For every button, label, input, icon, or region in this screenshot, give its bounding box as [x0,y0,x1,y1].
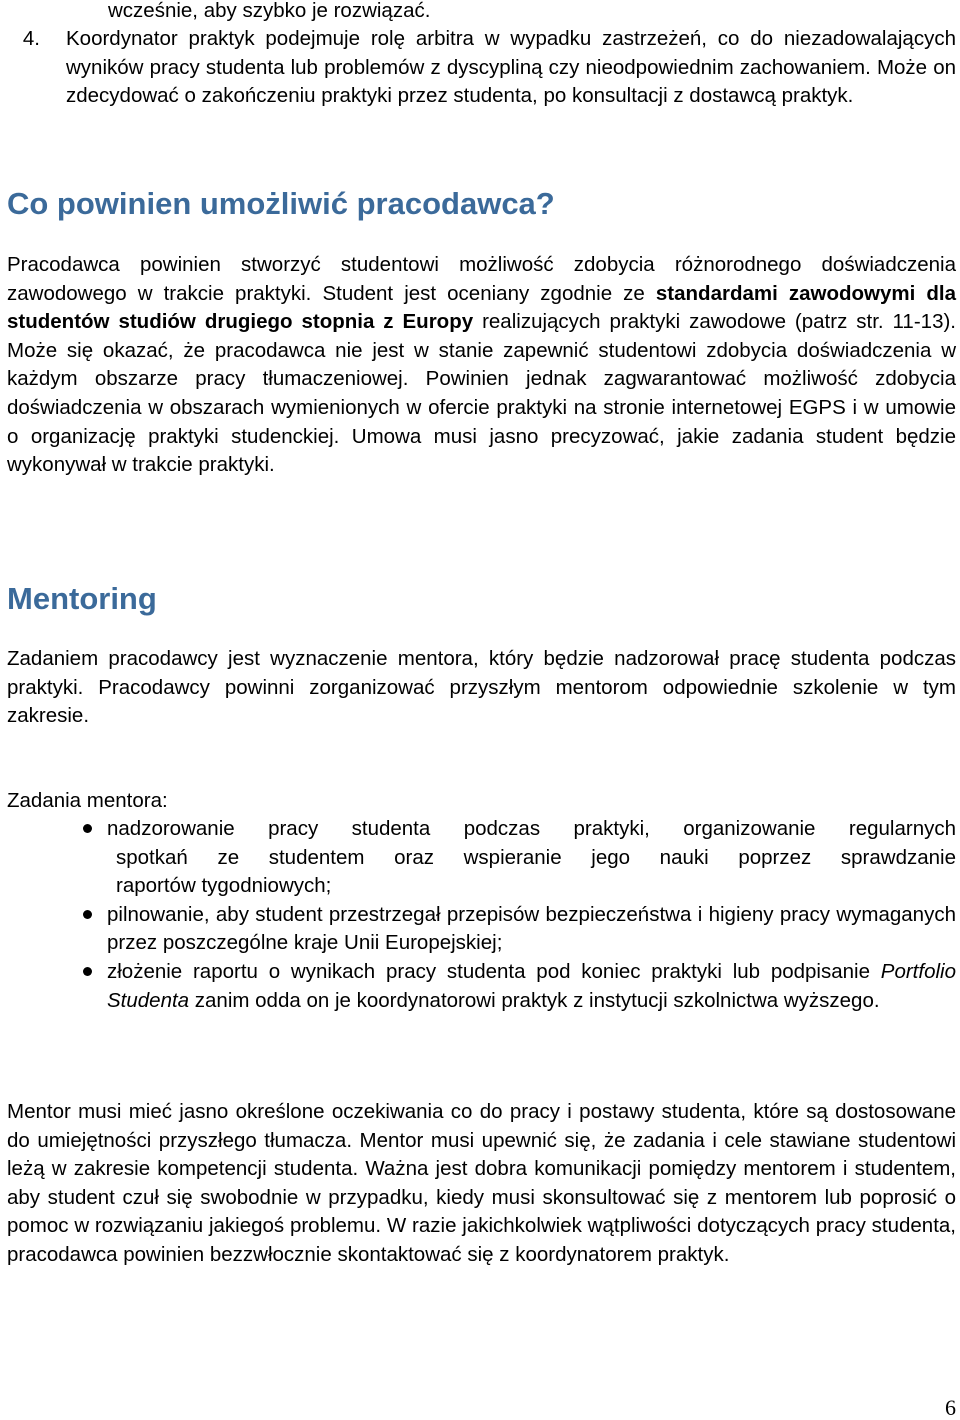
mentoring-heading: Mentoring [7,581,157,616]
mentor-task-1-line-1: nadzorowanie pracy studenta podczas praktyki, organizowanie regularnych [107,817,956,840]
bullet-icon [83,967,92,976]
mentor-task-1-line-3: raportów tygodniowych; [116,874,332,898]
employer-paragraph [7,251,956,480]
list-item-number: 4. [22,27,40,50]
bullet-icon [83,910,92,919]
mentor-tasks-label: Zadania mentora: [7,789,168,812]
top-fragment: wcześnie, aby szybko je rozwiązać. [108,0,431,22]
mentor-task-item [7,901,956,958]
mentor-task-3-part2: zanim odda on je koordynatorowi praktyk z instytucji szkolnictwa wyższego. [194,988,880,1012]
mentor-task-item [7,958,956,1015]
mentor-closing-paragraph: Mentor musi mieć jasno określone oczekiwania co do pracy i postawy studenta, które są dostosowane do umiejętności przyszłego tłumacza. Mentor musi upewnić się, że zadania i cele stawiane studentowi leżą w zakresie kompetencji studenta. Ważna jest dobra komunikacji pomiędzy mentorem i studentem, aby student czuł się swobodnie w przypadku, kiedy musi skonsultować się z mentorem lub poprosić o pomoc w rozwiązaniu jakiegoś problemu. W razie jakichkolwiek wątpliwości dotyczących pracy studenta, pracodawca powinien bezzwłocznie skontaktować się z koordynatorem praktyk. [7,1100,956,1266]
mentor-task-item [7,815,956,901]
employer-paragraph-part1: Pracodawca powinien stworzyć studentowi możliwość zdobycia różnorodnego doświadczenia zawodowego w trakcie praktyki. Student jest oceniany zgodnie ze [7,253,956,305]
list-item-text: Koordynator praktyk podejmuje rolę arbitra w wypadku zastrzeżeń, co do niezadowalających wyników pracy studenta lub problemów z dyscypliną czy nieodpowiednim zachowaniem. Może on zdecydować o zakończeniu praktyki przez studenta, po konsultacji z dostawcą praktyk. [66,27,956,108]
page-number: 6 [945,1395,956,1420]
mentor-task-2-text: pilnowanie, aby student przestrzegał przepisów bezpieczeństwa i higieny pracy wymaganych przez poszczególne kraje Unii Europejskiej; [107,902,956,955]
employer-paragraph-part2: realizujących praktyki zawodowe (patrz str. 11-13). Może się okazać, że pracodawca nie jest w stanie zapewnić studentowi zdobycia doświadczenia w każdym obszarze pracy tłumaczeniowej. Powinien jednak zagwarantować możliwość zdobycia doświadczenia w obszarach wymienionych w ofercie praktyki na stronie internetowej EGPS i w umowie o organizację praktyki studenckiej. Umowa musi jasno precyzować, jakie zadania student będzie wykonywał w trakcie praktyki. [7,310,956,477]
bullet-icon [83,824,92,833]
mentor-task-3-part1: złożenie raportu o wynikach pracy studenta pod koniec praktyki lub podpisanie [107,959,870,983]
employer-paragraph-bold: standardami zawodowymi dla studentów studiów drugiego stopnia z Europy [7,281,956,334]
mentor-task-1-line-2: spotkań ze studentem oraz wspieranie jego nauki poprzez sprawdzanie [116,845,956,869]
portfolio-title: Portfolio Studenta [107,959,956,1012]
employer-heading: Co powinien umożliwić pracodawca? [7,186,555,221]
mentoring-intro: Zadaniem pracodawcy jest wyznaczenie mentora, który będzie nadzorował pracę studenta podczas praktyki. Pracodawcy powinni zorganizować przyszłym mentorom odpowiednie szkolenie w tym zakresie. [7,647,956,728]
list-item-4 [22,25,956,111]
mentor-tasks-list [7,815,956,1015]
